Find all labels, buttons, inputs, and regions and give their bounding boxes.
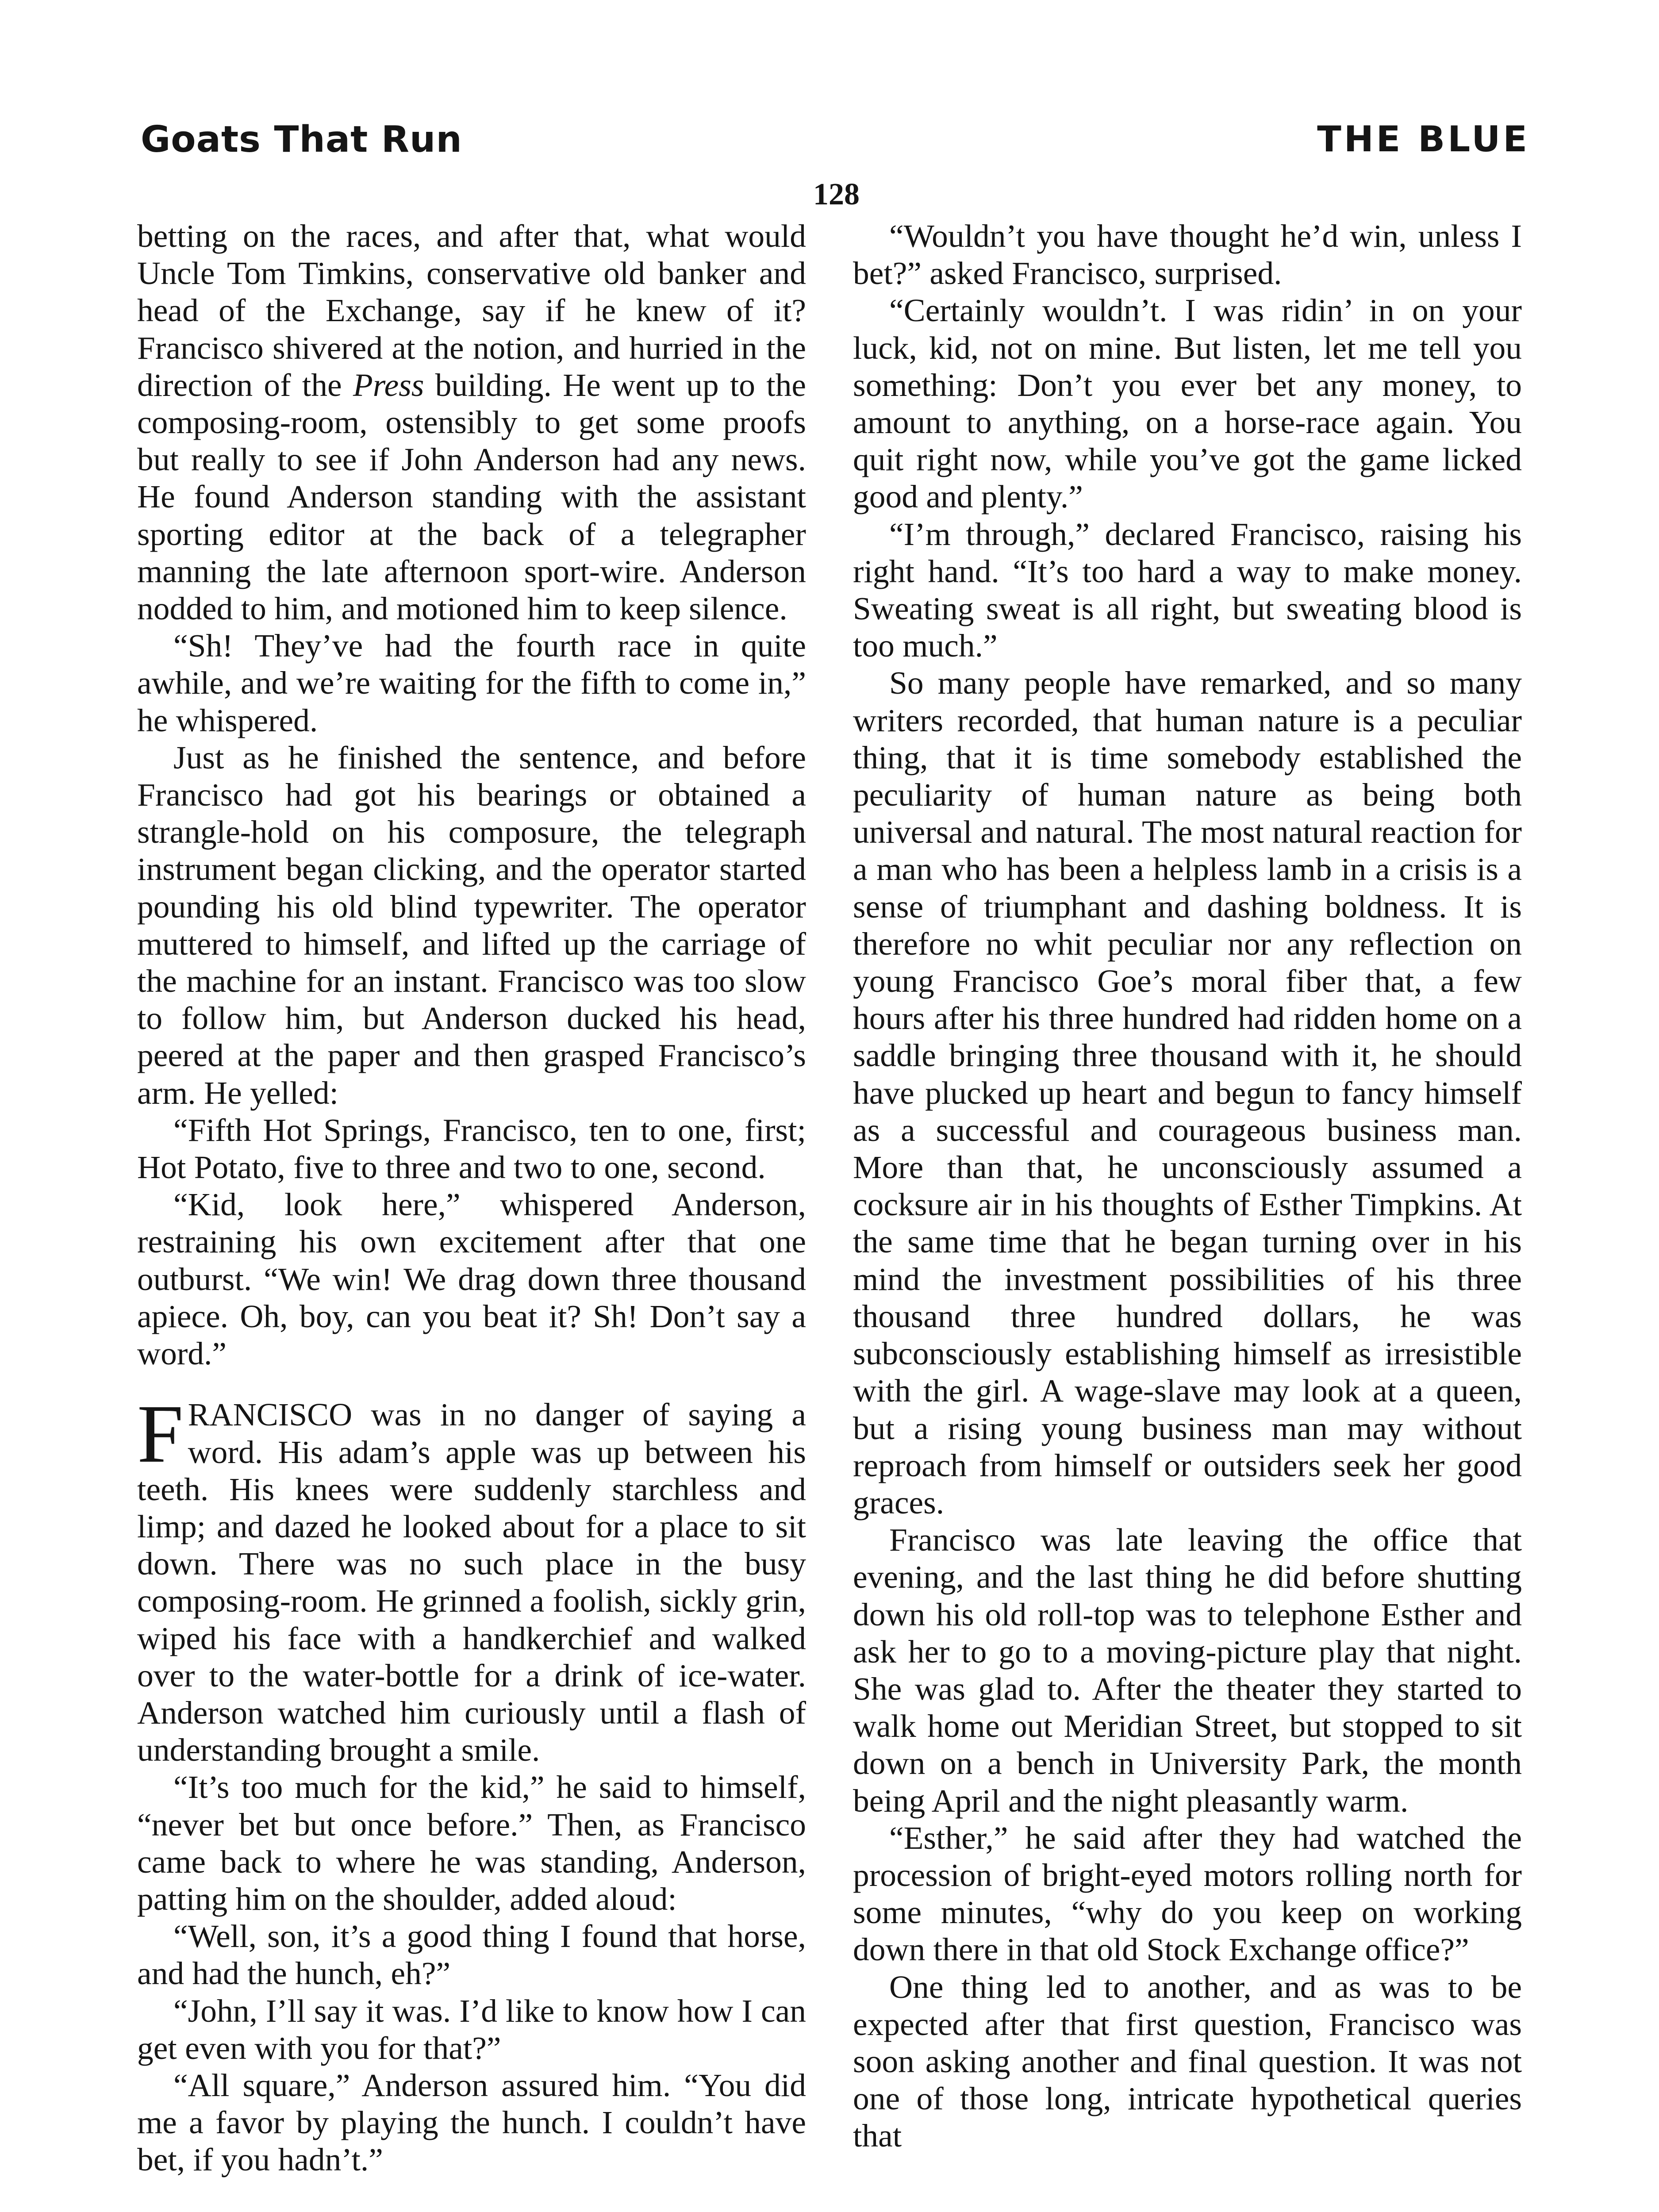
right-column xyxy=(853,218,1522,2155)
paragraph: “All square,” Anderson assured him. “You did me a favor by playing the hunch. I couldn’t have bet, if you hadn’t.” xyxy=(137,2067,806,2178)
paragraph: “I’m through,” declared Francisco, raising his right hand. “It’s too hard a way to make money. Sweating sweat is all right, but sweating blood is too much.” xyxy=(853,516,1522,664)
paragraph: “It’s too much for the kid,” he said to himself, “never bet but once before.” Then, as Francisco came back to where he was standing, Anderson, patting him on the shoulder, added aloud: xyxy=(137,1769,806,1917)
paragraph: “Fifth Hot Springs, Francisco, ten to one, first; Hot Potato, five to three and two to one, second. xyxy=(137,1112,806,1186)
paragraph: Francisco was late leaving the office that evening, and the last thing he did before shutting down his old roll-top was to telephone Esther and ask her to go to a moving-picture play that night. She was glad to. After the theater they started to walk home out Meridian Street, but stopped to sit down on a bench in University Park, the month being April and the night pleasantly warm. xyxy=(853,1522,1522,1819)
paragraph: “Certainly wouldn’t. I was ridin’ in on your luck, kid, not on mine. But listen, let me tell you something: Don’t you ever bet any money, to amount to anything, on a horse-race again. You quit right now, while you’ve got the game licked good and plenty.” xyxy=(853,292,1522,515)
running-header-magazine: THE BLUE xyxy=(1317,119,1530,160)
paragraph: “Kid, look here,” whispered Anderson, restraining his own excitement after that one outburst. “We win! We drag down three thousand apiece. Oh, boy, can you beat it? Sh! Don’t say a word.” xyxy=(137,1187,806,1372)
paragraph: “Esther,” he said after they had watched the procession of bright-eyed motors rolling north for some minutes, “why do you keep on working down there in that old Stock Exchange office?” xyxy=(853,1820,1522,1968)
drop-cap: F xyxy=(137,1387,184,1480)
paragraph-text: building. He went up to the composing-room, ostensibly to get some proofs but really to see if John Anderson had any news. He found Anderson standing with the assistant sporting editor at the back of a telegrapher manning the late afternoon sport-wire. Anderson nodded to him, and motioned him to keep silence. xyxy=(137,367,806,627)
paragraph xyxy=(137,218,806,627)
paragraph: “Well, son, it’s a good thing I found that horse, and had the hunch, eh?” xyxy=(137,1918,806,1992)
left-column xyxy=(137,218,806,2179)
page-number: 128 xyxy=(813,177,860,211)
newspaper-title: Press xyxy=(353,367,424,403)
paragraph-text: RANCISCO was in no danger of saying a word. His adam’s apple was up between his teeth. His knees were suddenly starchless and limp; and dazed he looked about for a place to sit down. There was no such place in the busy composing-room. He grinned a foolish, sickly grin, wiped his face with a handkerchief and walked over to the water-bottle for a drink of ice-water. Anderson watched him curiously until a flash of understanding brought a smile. xyxy=(137,1397,806,1768)
paragraph: One thing led to another, and as was to be expected after that first question, Francisco was soon asking another and final question. It was not one of those long, intricate hypothetical queries that xyxy=(853,1969,1522,2154)
running-header-title: Goats That Run xyxy=(141,119,462,161)
paragraph: Just as he finished the sentence, and before Francisco had got his bearings or obtained a strangle-hold on his composure, the telegraph instrument began clicking, and the operator started pounding his old blind typewriter. The operator muttered to himself, and lifted up the carriage of the machine for an instant. Francisco was too slow to follow him, but Anderson ducked his head, peered at the paper and then grasped Francisco’s arm. He yelled: xyxy=(137,739,806,1111)
paragraph: So many people have remarked, and so many writers recorded, that human nature is a peculiar thing, that it is time somebody established the peculiarity of human nature as being both universal and natural. The most natural reaction for a man who has been a helpless lamb in a crisis is a sense of triumphant and dashing boldness. It is therefore no whit peculiar nor any reflection on young Francisco Goe’s moral fiber that, a few hours after his three hundred had ridden home on a saddle bringing three thousand with it, he should have plucked up heart and begun to fancy himself as a successful and courageous business man. More than that, he unconsciously assumed a cocksure air in his thoughts of Esther Timpkins. At the same time that he began turning over in his mind the investment possibilities of his three thousand three hundred dollars, he was subconsciously establishing himself as irresistible with the girl. A wage-slave may look at a queen, but a rising young business man may without reproach from himself or outsiders seek her good graces. xyxy=(853,665,1522,1521)
paragraph: “Sh! They’ve had the fourth race in quite awhile, and we’re waiting for the fifth to come in,” he whispered. xyxy=(137,628,806,738)
section-start-paragraph xyxy=(137,1387,806,1769)
paragraph: “John, I’ll say it was. I’d like to know how I can get even with you for that?” xyxy=(137,1993,806,2066)
paragraph: “Wouldn’t you have thought he’d win, unless I bet?” asked Francisco, surprised. xyxy=(853,218,1522,292)
paragraph-text: betting on the races, and after that, what would Uncle Tom Timkins, conservative old banker and head of the Exchange, say if he knew of it? Francisco shivered at the notion, and hurried in the direction of the xyxy=(137,218,806,403)
